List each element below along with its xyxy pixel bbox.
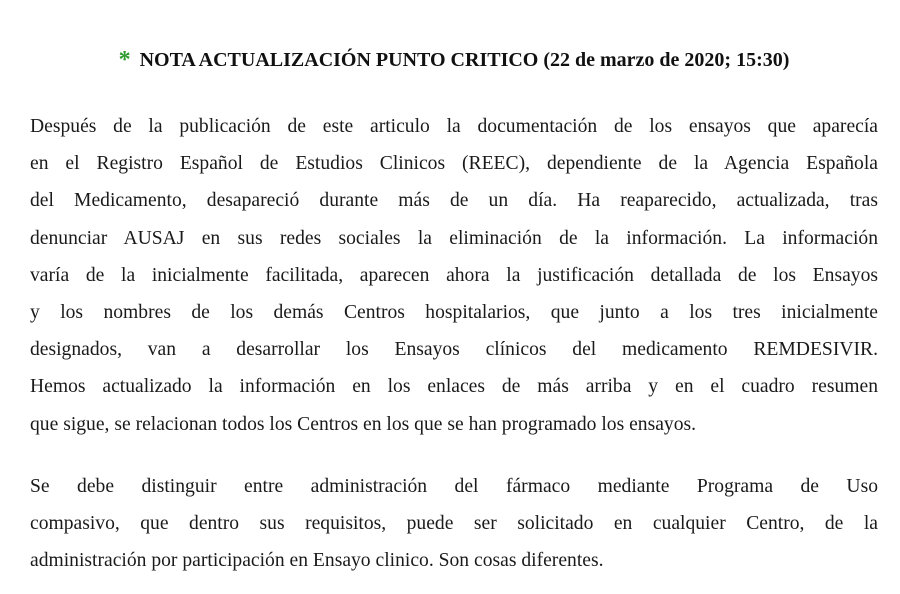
paragraph-line: compasivo, que dentro sus requisitos, puede ser solicitado en cualquier Centro, de la <box>30 513 878 535</box>
paragraph-line: denunciar AUSAJ en sus redes sociales la eliminación de la información. La información <box>30 227 878 249</box>
paragraph-compassive-use <box>30 468 878 580</box>
update-note-heading <box>30 46 878 73</box>
asterisk-marker: * <box>118 47 131 73</box>
paragraph-line: administración por participación en Ensayo clinico. Son cosas diferentes. <box>30 550 604 572</box>
paragraph-line: del Medicamento, desapareció durante más de un día. Ha reaparecido, actualizada, tras <box>30 190 878 212</box>
paragraph-update-details <box>30 108 878 443</box>
paragraph-line: Hemos actualizado la información en los enlaces de más arriba y en el cuadro resumen <box>30 376 878 398</box>
paragraph-line: y los nombres de los demás Centros hospitalarios, que junto a los tres inicialmente <box>30 302 878 324</box>
paragraph-line: designados, van a desarrollar los Ensayos clínicos del medicamento REMDESIVIR. <box>30 339 878 361</box>
paragraph-line: Después de la publicación de este articulo la documentación de los ensayos que aparecía <box>30 116 878 137</box>
paragraph-line: que sigue, se relacionan todos los Centros en los que se han programado los ensayos. <box>30 413 697 435</box>
heading-text: NOTA ACTUALIZACIÓN PUNTO CRITICO (22 de marzo de 2020; 15:30) <box>139 49 790 71</box>
paragraph-line: Se debe distinguir entre administración del fármaco mediante Programa de Uso <box>30 476 878 497</box>
paragraph-line: varía de la inicialmente facilitada, aparecen ahora la justificación detallada de los Ensayos <box>30 264 878 286</box>
paragraph-line: en el Registro Español de Estudios Clinicos (REEC), dependiente de la Agencia Española <box>30 153 878 175</box>
